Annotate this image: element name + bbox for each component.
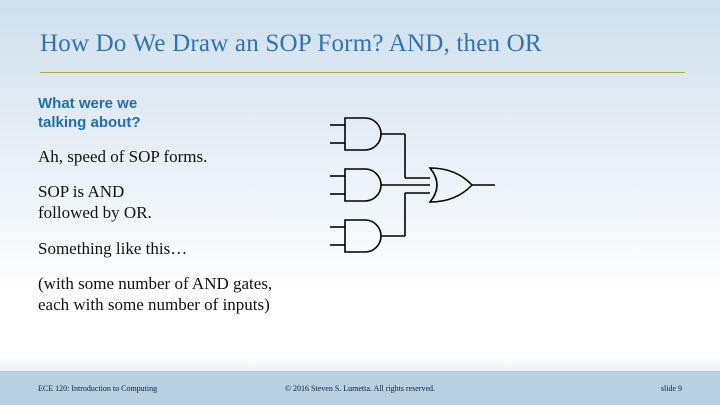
paragraph-2-line1: SOP is AND — [38, 182, 125, 202]
paragraph-4-line2: each with some number of inputs) — [38, 295, 270, 315]
paragraph-1: Ah, speed of SOP forms. — [38, 146, 208, 166]
sop-circuit-diagram — [320, 110, 520, 260]
paragraph-4-line1: (with some number of AND gates, — [38, 274, 273, 294]
lead-heading — [38, 95, 338, 133]
paragraph-4 — [38, 274, 418, 315]
title-divider — [40, 72, 685, 73]
paragraph-3: Something like this… — [38, 238, 188, 258]
page-title: How Do We Draw an SOP Form? AND, then OR — [40, 30, 542, 57]
paragraph-2 — [38, 182, 338, 223]
lead-heading-line2: talking about? — [38, 113, 141, 131]
footer-course-label: ECE 120: Introduction to Computing — [38, 384, 158, 393]
paragraph-2-line2: followed by OR. — [38, 202, 152, 222]
footer-slide-number: slide 9 — [660, 384, 682, 393]
body-column — [38, 95, 338, 331]
lead-heading-line1: What were we — [38, 95, 138, 112]
footer-copyright: © 2016 Steven S. Lumetta. All rights reserved. — [284, 384, 436, 393]
